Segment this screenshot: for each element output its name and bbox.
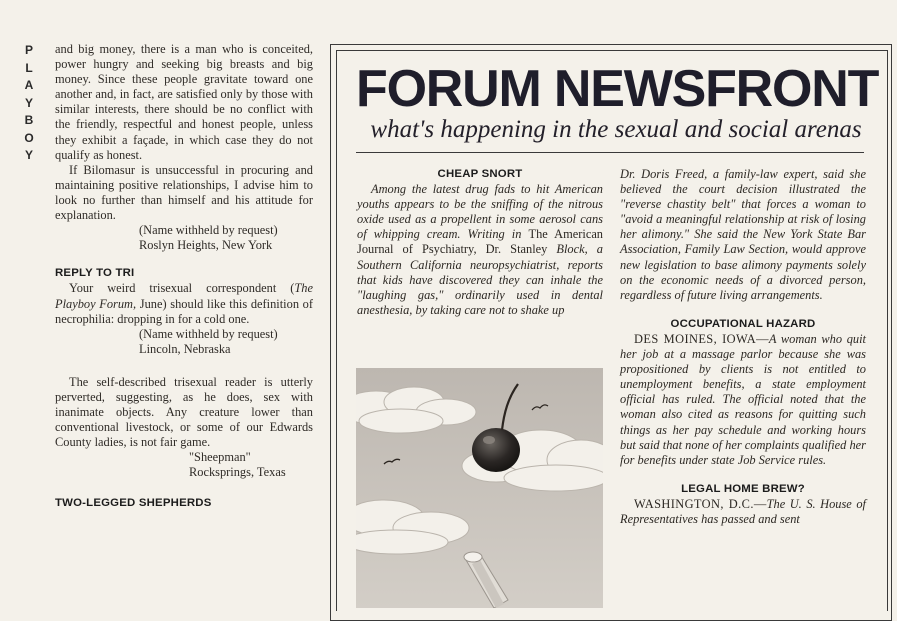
middle-column [357, 167, 603, 318]
text-run: Your weird trisexual correspondent ( [69, 281, 295, 296]
letter-paragraph: and big money, there is a man who is conceited, power hungry and seeking big breasts and big money. Since these people gravitate toward one another and, in fact, are satisfied only by those with similar interests, there should be no conflict with the friendly, respectful and honest people, unless they exhibit a façade, in which case they do not qualify as honest. [55, 42, 313, 162]
forum-title: FORUM NEWSFRONT [356, 60, 879, 118]
section-heading: TWO-LEGGED SHEPHERDS [55, 496, 212, 509]
magazine-letter: A [24, 78, 34, 92]
dateline: WASHINGTON, D.C.— [634, 496, 767, 511]
text-run: Among the latest drug fads to hit American youths appears to be the sniffing of the nitrous oxide used as a propellent in some aerosol cans of whipping cream. Writing in [357, 182, 603, 242]
title-divider [356, 152, 864, 153]
article-paragraph [620, 332, 866, 468]
article-paragraph [620, 497, 866, 527]
signature-name: (Name withheld by request) [139, 223, 278, 238]
magazine-letter: P [24, 43, 33, 57]
letter-paragraph: If Bilomasur is unsuccessful in procuring and maintaining positive relationships, I advise him to look no further than himself and his attitude for explanation. [55, 162, 313, 223]
dateline: DES MOINES, IOWA— [634, 331, 769, 346]
magazine-letter: Y [24, 148, 33, 162]
magazine-letter: L [25, 60, 33, 75]
text-run: June) should like this definition of necrophilia: dropping in for a cold one. [55, 296, 314, 326]
article-heading: CHEAP SNORT [437, 168, 523, 180]
letter-paragraph [55, 281, 313, 326]
signature-place: Roslyn Heights, New York [139, 238, 273, 253]
article-heading: LEGAL HOME BREW? [681, 482, 805, 495]
forum-tagline: what's happening in the sexual and social arenas [370, 116, 862, 143]
text-run: Block, a Southern California neuropsychiatrist, reports that kids have discovered they can inhale the "laughing gas," ordinarily used in dental anesthesia, by taking care not to shake up [357, 242, 603, 317]
signature-place: Lincoln, Nebraska [139, 341, 231, 356]
article-paragraph: Dr. Doris Freed, a family-law expert, said she believed the court decision illustrated the "reverse chastity belt" that forces a woman to "avoid a meaningful relationship at risk of losing her alimony." She said the New York State Bar Association, Family Law Section, would approve new legislation to base alimony payments solely on the economic needs of a divorced person, regardless of future living arrangements. [620, 167, 866, 302]
letter-paragraph: The self-described trisexual reader is utterly perverted, suggesting, as he does, sex with inanimate objects. Any creature lower than conventional livestock, or some of our Edwards County ladies, is not fair game. [55, 374, 313, 450]
journal-name: The American Journal of Psychiatry, Dr. Stanley [357, 227, 604, 257]
illustration-cherry-bomb [356, 368, 603, 608]
bomb-highlight [483, 436, 495, 444]
magazine-letter: B [24, 113, 34, 127]
left-column [55, 42, 313, 511]
text-run: A woman who quit her job at a massage parlor because she was propositioned by clients is not entitled to unemployment benefits, a state employment official has ruled. The official noted that the woman also cited as reasons for quitting such things as her pay schedule and working hours but said that none of her complaints qualified her for benefits under state Job Service rules. [620, 331, 866, 467]
right-column [620, 167, 866, 527]
section-heading: REPLY TO TRI [55, 267, 135, 280]
magazine-name-vertical [22, 42, 36, 165]
magazine-letter: O [24, 130, 34, 145]
text-run: The U. S. House of Representatives has passed and sent [620, 496, 866, 526]
signature-place: Rocksprings, Texas [189, 465, 286, 480]
cherry-bomb-shape [472, 428, 520, 472]
signature-name: "Sheepman" [189, 450, 251, 465]
magazine-letter: Y [24, 95, 33, 110]
article-paragraph [357, 182, 603, 318]
article-heading: OCCUPATIONAL HAZARD [670, 317, 816, 330]
signature-name: (Name withheld by request) [139, 326, 278, 341]
publication-title: The Playboy Forum, [55, 281, 313, 311]
